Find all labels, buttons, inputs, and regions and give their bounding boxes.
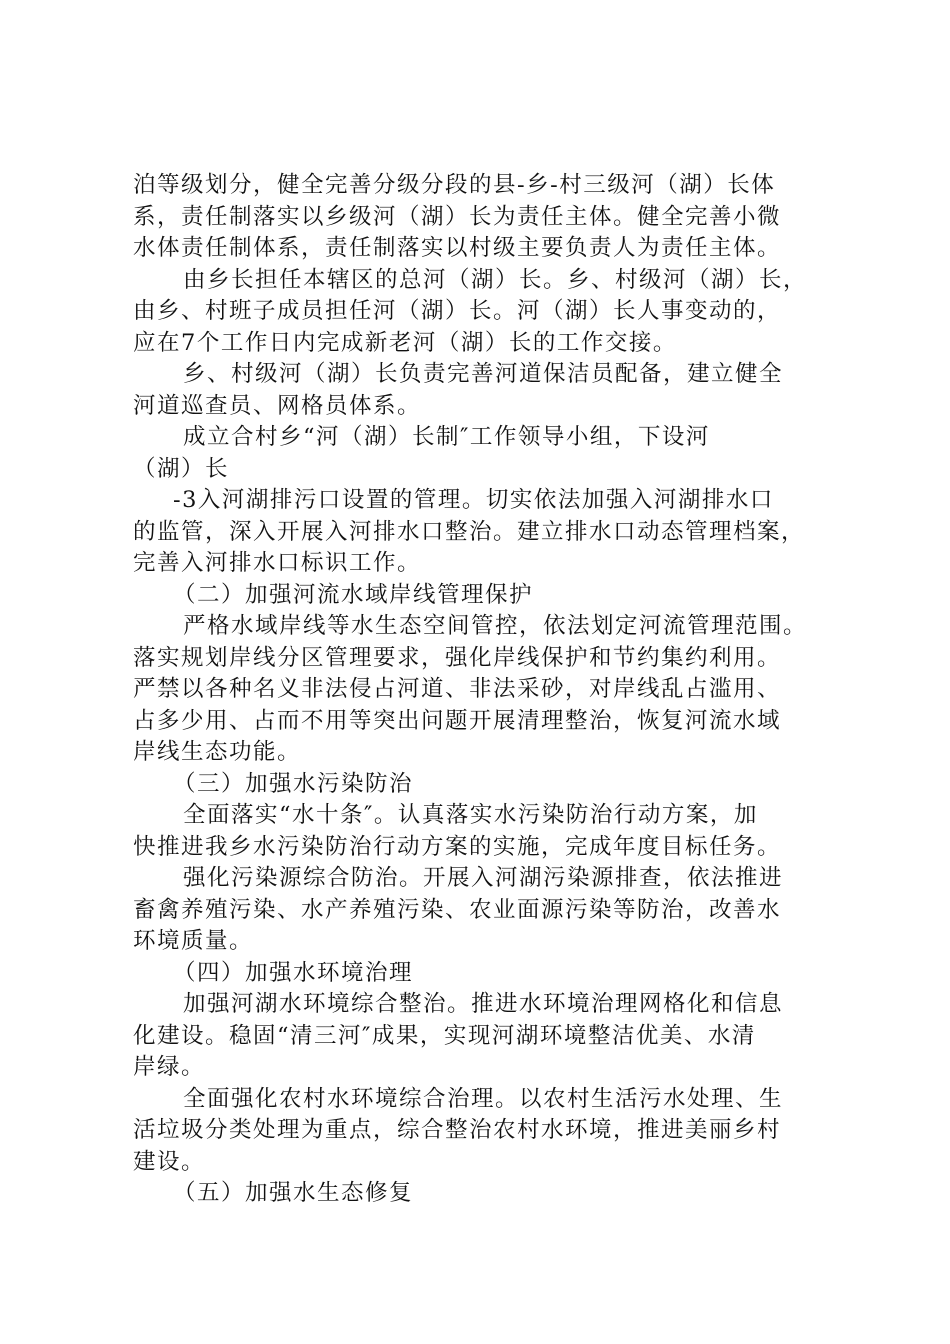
section-heading: （四）加强水环境治理	[173, 959, 414, 986]
text-line: 强化污染源综合防治。开展入河湖污染源排查，依法推进	[183, 865, 784, 891]
text-line: 加强河湖水环境综合整治。推进水环境治理网格化和信息	[183, 991, 784, 1017]
text-line: 化建设。稳固“清三河″成果，实现河湖环境整洁优美、水清	[133, 1022, 756, 1049]
text-line: 畜禽养殖污染、水产养殖污染、农业面源污染等防治，改善水	[133, 896, 782, 923]
text-line: 完善入河排水口标识工作。	[133, 550, 422, 576]
text-line: 快推进我乡水污染防治行动方案的实施，完成年度目标任务。	[133, 833, 782, 860]
text-line: 岸线生态功能。	[133, 739, 302, 765]
section-heading: （五）加强水生态修复	[173, 1180, 414, 1206]
text-line: 乡、村级河（湖）长负责完善河道保洁员配备，建立健全	[183, 361, 784, 387]
text-line: 环境质量。	[133, 928, 254, 954]
text-line: 严禁以各种名义非法侵占河道、非法采砂，对岸线乱占滥用、	[133, 676, 782, 702]
text-line: 由乡、村班子成员担任河（湖）长。河（湖）长人事变动的，	[133, 298, 782, 324]
text-line: 严格水域岸线等水生态空间管控，依法划定河流管理范围。	[183, 613, 808, 639]
text-line: 系，责任制落实以乡级河（湖）长为责任主体。健全完善小微	[133, 203, 782, 230]
text-line: 的监管，深入开展入河排水口整治。建立排水口动态管理档案，	[133, 518, 806, 545]
text-line: 岸绿。	[133, 1054, 206, 1080]
section-heading: （三）加强水污染防治	[173, 770, 414, 797]
text-line: 全面强化农村水环境综合治理。以农村生活污水处理、生	[183, 1085, 784, 1112]
text-line: 占多少用、占而不用等突出问题开展清理整治，恢复河流水域	[133, 707, 782, 734]
text-line: 泊等级划分，健全完善分级分段的县-乡-村三级河（湖）长体	[133, 172, 776, 198]
text-line: 河道巡查员、网格员体系。	[133, 392, 422, 419]
text-line: 建设。	[133, 1148, 206, 1175]
text-line: 由乡长担任本辖区的总河（湖）长。乡、村级河（湖）长，	[183, 266, 808, 293]
text-line: -3入河湖排污口设置的管理。切实依法加强入河湖排水口	[173, 487, 774, 513]
text-line: 水体责任制体系，责任制落实以村级主要负责人为责任主体。	[133, 235, 782, 261]
text-line: 应在7个工作日内完成新老河（湖）长的工作交接。	[133, 329, 677, 356]
text-line: 成立合村乡“河（湖）长制″工作领导小组，下设河	[183, 424, 710, 450]
text-line: 活垃圾分类处理为重点，综合整治农村水环境，推进美丽乡村	[133, 1117, 782, 1143]
document-body	[133, 170, 833, 1210]
text-line: （湖）长	[133, 455, 230, 482]
text-line: 落实规划岸线分区管理要求，强化岸线保护和节约集约利用。	[133, 644, 782, 671]
text-line: 全面落实“水十条″。认真落实水污染防治行动方案，加	[183, 802, 758, 828]
section-heading: （二）加强河流水域岸线管理保护	[173, 581, 534, 608]
